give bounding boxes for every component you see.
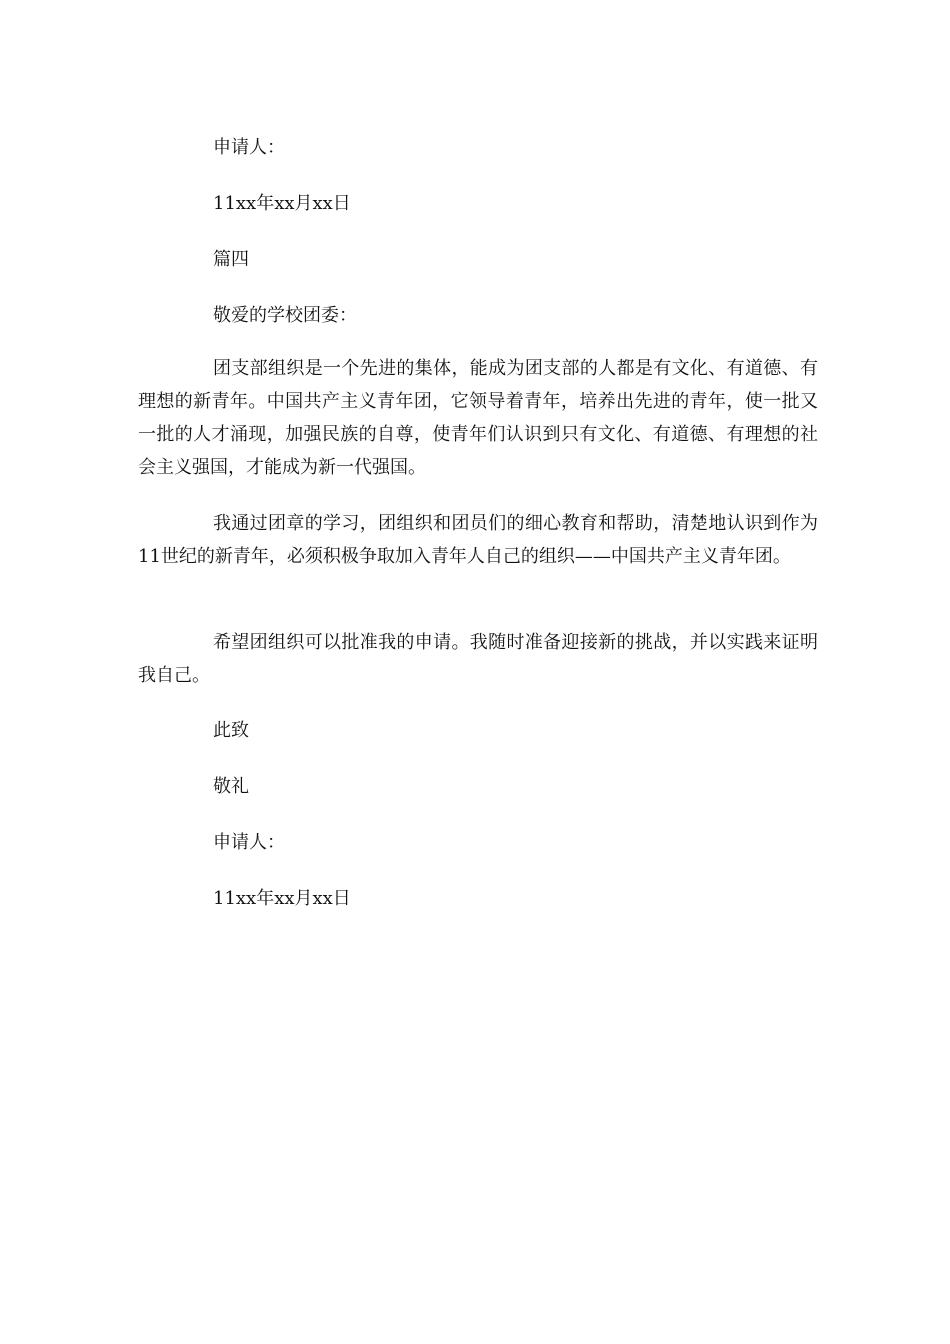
salutation: 敬爱的学校团委：	[213, 305, 357, 326]
body-paragraph-3: 希望团组织可以批准我的申请。我随时准备迎接新的挑战，并以实践来证明我自己。	[138, 632, 818, 686]
section-title: 篇四	[213, 249, 249, 270]
bottom-date: 11xx年xx月xx日	[213, 888, 351, 909]
body-paragraph-2: 我通过团章的学习，团组织和团员们的细心教育和帮助，清楚地认识到作为11世纪的新青年，必须积极争取加入青年人自己的组织——中国共产主义青年团。	[138, 513, 818, 567]
closing-line-2: 敬礼	[213, 776, 249, 797]
body-paragraph-1: 团支部组织是一个先进的集体，能成为团支部的人都是有文化、有道德、有理想的新青年。中国共产主义青年团，它领导着青年，培养出先进的青年，使一批又一批的人才涌现，加强民族的自尊，使青年们认识到只有文化、有道德、有理想的社会主义强国，才能成为新一代强国。	[138, 358, 818, 478]
closing-line-1: 此致	[213, 720, 249, 741]
bottom-applicant-label: 申请人：	[213, 832, 285, 853]
top-date: 11xx年xx月xx日	[213, 193, 351, 214]
top-applicant-label: 申请人：	[213, 137, 285, 158]
